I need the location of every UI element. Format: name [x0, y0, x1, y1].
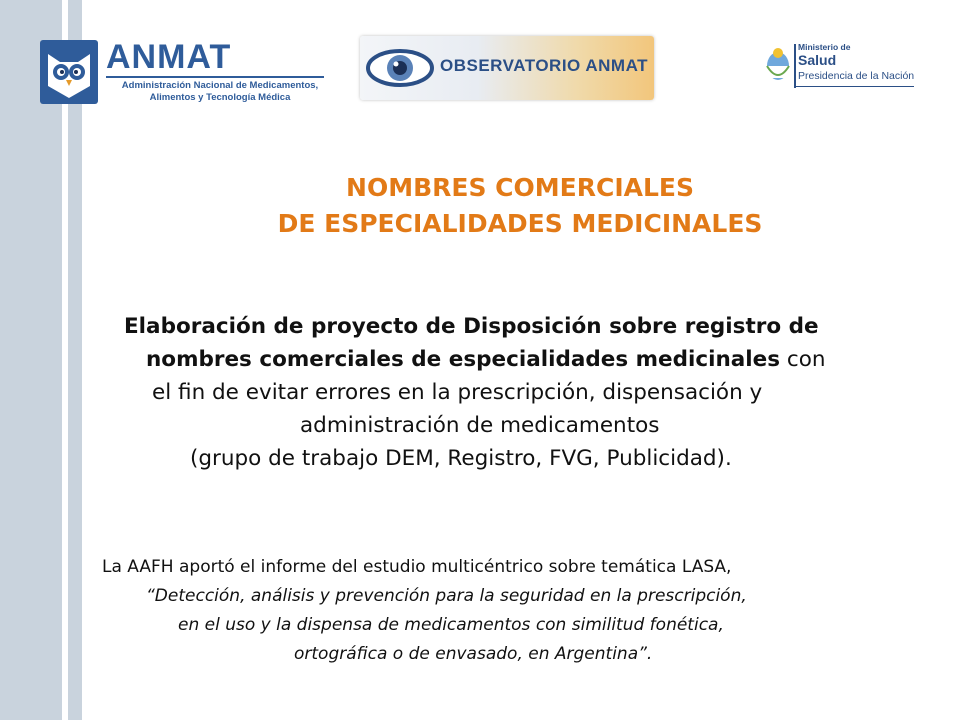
paragraph-project: [110, 310, 910, 475]
para2-line1: La AAFH aportó el informe del estudio multicéntrico sobre temática LASA,: [102, 557, 732, 577]
para1-line2: [110, 343, 910, 376]
ministerio-logo: [764, 42, 914, 92]
para1-line5: (grupo de trabajo DEM, Registro, FVG, Publicidad).: [190, 446, 732, 471]
anmat-subtitle-line2: Alimentos y Tecnología Médica: [149, 92, 291, 103]
title-line2: DE ESPECIALIDADES MEDICINALES: [277, 209, 763, 238]
left-stripe-thin: [68, 0, 82, 720]
ministerio-line2: Salud: [798, 52, 837, 68]
para1-line3: el fin de evitar errores en la prescripción, dispensación y: [152, 380, 763, 405]
left-stripe: [0, 0, 62, 720]
observatorio-logo: [360, 36, 654, 100]
owl-emblem-icon: [40, 40, 98, 104]
para1-line4: administración de medicamentos: [300, 413, 660, 438]
observatorio-label: OBSERVATORIO ANMAT: [440, 56, 648, 75]
para2-line4: [100, 640, 930, 669]
para1-line2-bold: nombres comerciales de especialidades medicinales: [146, 347, 781, 372]
ministerio-line1: Ministerio de: [798, 42, 851, 52]
anmat-subtitle: [110, 80, 330, 104]
national-shield-icon: [764, 44, 792, 84]
para2-line3: [100, 611, 930, 640]
ministerio-rule-bottom: [794, 86, 914, 87]
para1-line1-text: Elaboración de proyecto de Disposición sobre registro de: [124, 314, 819, 339]
para2-line2: [100, 582, 930, 611]
eye-icon: [366, 46, 434, 90]
page-title: [100, 170, 940, 242]
para1-line2-rest: con: [780, 347, 826, 372]
anmat-logo: [40, 38, 319, 106]
anmat-underline: [106, 76, 324, 78]
para1-line1: [110, 310, 910, 343]
ministerio-line3: Presidencia de la Nación: [798, 70, 915, 82]
para2-line3-text: en el uso y la dispensa de medicamentos con similitud fonética,: [178, 615, 724, 635]
paragraph-aafh: [100, 553, 930, 669]
anmat-subtitle-line1: Administración Nacional de Medicamentos,: [121, 80, 319, 91]
anmat-title: ANMAT: [106, 38, 232, 76]
ministerio-rule: [794, 44, 796, 88]
para2-line4-text: ortográfica o de envasado, en Argentina”.: [294, 644, 653, 664]
title-line1: NOMBRES COMERCIALES: [346, 173, 694, 202]
para2-line2-text: “Detección, análisis y prevención para la seguridad en la prescripción,: [146, 586, 747, 606]
